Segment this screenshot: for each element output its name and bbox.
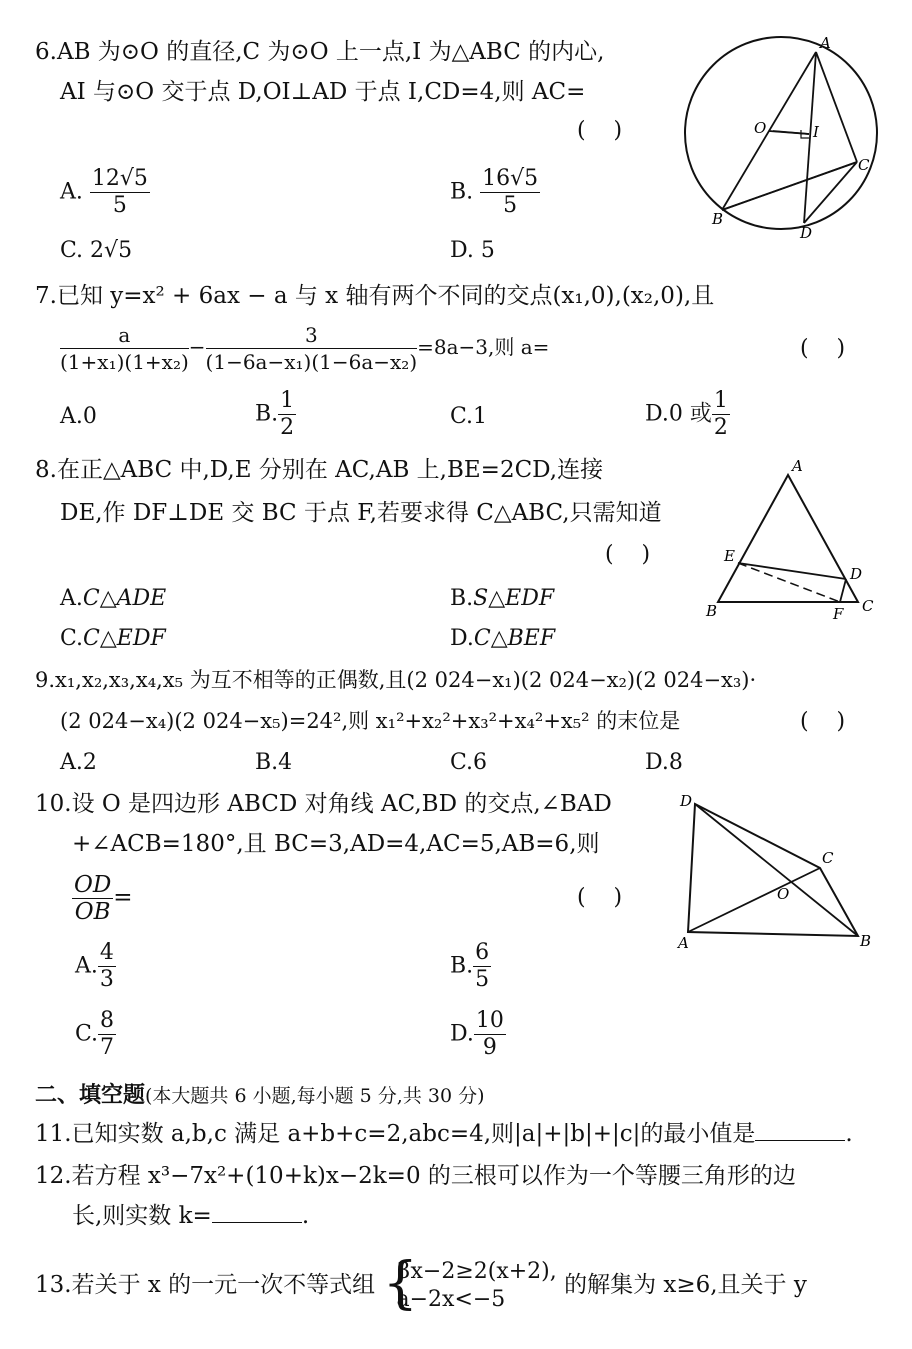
q6-option-b-label: B. xyxy=(450,179,474,205)
q10-quadrilateral-figure xyxy=(670,790,880,960)
q7-answer-paren: ( ) xyxy=(800,336,846,361)
q10-option-d-fraction xyxy=(474,1008,506,1061)
q7-option-b xyxy=(255,388,296,441)
q7-fraction-1-num: a xyxy=(60,322,189,349)
q6-line1 xyxy=(35,36,604,68)
q12-answer-blank[interactable] xyxy=(212,1202,302,1223)
q10-label-d: D xyxy=(680,792,693,810)
q9-text-line1: x₁,x₂,x₃,x₄,x₅ 为互不相等的正偶数,且(2 024−x₁)(2 024−x₂)(2 024−x₃)· xyxy=(55,668,757,692)
section2-title: 二、填空题 xyxy=(35,1082,146,1108)
q6-text-line1: AB 为⊙O 的直径,C 为⊙O 上一点,I 为△ABC 的内心, xyxy=(56,39,605,65)
q9-text-line2: (2 024−x₄)(2 024−x₅)=24²,则 x₁²+x₂²+x₃²+x₄²+x₅² 的末位是 xyxy=(60,709,681,733)
q6-option-c-label: C. xyxy=(60,238,84,263)
q6-label-i: I xyxy=(813,123,819,141)
q13-inequality-2: a−2x<−5 xyxy=(396,1287,506,1312)
q10-text-line2: +∠ACB=180°,且 BC=3,AD=4,AC=5,AB=6,则 xyxy=(72,831,600,857)
q6-answer-paren: ( ) xyxy=(577,118,623,143)
q7-option-a-text: 0 xyxy=(82,404,97,429)
q8-text-line1: 在正△ABC 中,D,E 分别在 AC,AB 上,BE=2CD,连接 xyxy=(56,457,604,483)
q7-option-b-fraction xyxy=(278,388,296,441)
q8-label-c: C xyxy=(862,597,874,615)
q10-option-a xyxy=(75,940,116,993)
q6-number: 6. xyxy=(35,39,57,65)
q10-option-b-num: 6 xyxy=(475,940,490,965)
q9-answer-paren: ( ) xyxy=(800,709,846,734)
q6-option-a xyxy=(60,166,150,219)
q10-label-c: C xyxy=(822,849,834,867)
q10-option-c-num: 8 xyxy=(100,1008,115,1033)
q10-option-d-label: D. xyxy=(450,1021,474,1047)
q11-text: 已知实数 a,b,c 满足 a+b+c=2,abc=4,则|a|+|b|+|c|的最小值是 xyxy=(71,1121,756,1147)
q8-triangle-abc xyxy=(718,475,858,602)
q10-option-c-label: C. xyxy=(75,1021,99,1047)
q9-option-a xyxy=(60,748,97,778)
section2-note: (本大题共 6 小题,每小题 5 分,共 30 分) xyxy=(145,1085,485,1107)
q8-option-d-label: D. xyxy=(450,626,474,651)
q6-option-c-text: 2√5 xyxy=(90,238,133,263)
q10-option-c xyxy=(75,1008,116,1061)
q9-option-b-label: B. xyxy=(255,750,279,775)
q10-ratio-num: OD xyxy=(74,872,112,898)
q13-text-a: 若关于 x 的一元一次不等式组 xyxy=(71,1272,376,1298)
q7-option-b-num: 1 xyxy=(280,388,295,413)
q11-answer-blank[interactable] xyxy=(755,1120,845,1141)
q10-option-a-den: 3 xyxy=(99,967,114,992)
q7-option-a xyxy=(60,402,97,432)
q7-text-line1: 已知 y=x² + 6ax − a 与 x 轴有两个不同的交点(x₁,0),(x₂,0),且 xyxy=(56,283,715,309)
q7-equation-tail: =8a−3,则 a= xyxy=(417,335,550,359)
q6-option-a-num: 12√5 xyxy=(91,166,148,191)
q8-answer-paren: ( ) xyxy=(605,542,651,567)
q10-option-a-label: A. xyxy=(75,953,98,979)
q12-end: . xyxy=(301,1203,310,1229)
q7-number: 7. xyxy=(35,283,57,309)
q10-label-o: O xyxy=(777,885,790,903)
q8-segment-ef-dashed xyxy=(738,563,840,602)
q8-segment-df xyxy=(840,579,846,602)
q9-option-c xyxy=(450,748,487,778)
q10-number: 10. xyxy=(35,791,72,817)
q7-option-b-label: B. xyxy=(255,401,279,427)
q6-option-d xyxy=(450,236,495,266)
q6-option-a-label: A. xyxy=(60,179,83,205)
q9-option-b xyxy=(255,748,292,778)
q10-option-d-den: 9 xyxy=(482,1035,497,1060)
q10-ratio-fraction xyxy=(72,872,113,925)
q12-line2 xyxy=(72,1200,309,1232)
q7-fraction-2 xyxy=(206,322,418,375)
q8-option-c-text: C△EDF xyxy=(83,626,166,651)
q13-inequality-system xyxy=(382,1251,557,1316)
q10-ratio-den: OB xyxy=(74,899,111,925)
q10-label-a: A xyxy=(678,934,689,952)
q7-minus: − xyxy=(188,335,206,359)
q9-line1 xyxy=(35,664,756,696)
q7-equation xyxy=(60,322,549,375)
q8-option-b-text: S△EDF xyxy=(473,586,555,611)
q7-option-c-text: 1 xyxy=(473,404,488,429)
q6-option-b-den: 5 xyxy=(503,193,518,218)
section2-heading xyxy=(35,1078,485,1109)
q10-line1 xyxy=(35,788,612,820)
q12-text-line1: 若方程 x³−7x²+(10+k)x−2k=0 的三根可以作为一个等腰三角形的边 xyxy=(71,1163,796,1189)
q8-line1 xyxy=(35,454,603,486)
q9-option-c-text: 6 xyxy=(473,750,488,775)
q9-option-a-label: A. xyxy=(60,750,83,775)
q10-diagonal-ac xyxy=(688,868,820,932)
q7-fraction-2-num: 3 xyxy=(206,322,418,349)
q8-label-a: A xyxy=(792,457,803,475)
q9-option-b-text: 4 xyxy=(278,750,293,775)
q6-label-d: D xyxy=(800,224,813,240)
q8-option-a-text: C△ADE xyxy=(82,586,167,611)
q8-option-d xyxy=(450,624,555,654)
q7-option-d-den: 2 xyxy=(713,415,728,440)
q8-text-line2: DE,作 DF⊥DE 交 BC 于点 F,若要求得 C△ABC,只需知道 xyxy=(60,500,662,526)
q10-option-c-den: 7 xyxy=(100,1035,115,1060)
q10-option-a-fraction xyxy=(98,940,116,993)
q11-number: 11. xyxy=(35,1121,72,1147)
q7-option-d-text: 0 或 xyxy=(668,401,712,427)
q12-number: 12. xyxy=(35,1163,72,1189)
q9-option-d-label: D. xyxy=(645,750,669,775)
q6-option-b xyxy=(450,166,540,219)
q7-option-d xyxy=(645,388,730,441)
q8-option-d-text: C△BEF xyxy=(473,626,556,651)
q6-label-o: O xyxy=(754,119,767,137)
q10-option-b xyxy=(450,940,491,993)
q6-label-a: A xyxy=(820,34,831,52)
q11-line xyxy=(35,1118,853,1150)
q10-option-c-fraction xyxy=(98,1008,116,1061)
q9-option-d-text: 8 xyxy=(668,750,683,775)
q6-label-b: B xyxy=(712,210,724,228)
q6-option-b-num: 16√5 xyxy=(482,166,539,191)
q7-fraction-2-den: (1−6a−x₁)(1−6a−x₂) xyxy=(205,350,418,374)
q8-option-a xyxy=(60,584,166,614)
q8-label-b: B xyxy=(706,602,718,620)
q10-option-b-den: 5 xyxy=(475,967,490,992)
q6-option-a-den: 5 xyxy=(112,193,127,218)
q8-label-e: E xyxy=(724,547,735,565)
q10-option-b-label: B. xyxy=(450,953,474,979)
q10-option-b-fraction xyxy=(473,940,491,993)
q6-option-d-text: 5 xyxy=(480,238,495,263)
q12-text-line2: 长,则实数 k= xyxy=(72,1203,212,1229)
q10-option-d-num: 10 xyxy=(475,1008,504,1033)
q13-number: 13. xyxy=(35,1272,72,1298)
q7-option-b-den: 2 xyxy=(280,415,295,440)
q8-triangle-figure xyxy=(700,455,890,625)
q8-option-c xyxy=(60,624,166,654)
q6-text-line2: AI 与⊙O 交于点 D,OI⊥AD 于点 I,CD=4,则 AC= xyxy=(60,79,586,105)
q10-answer-paren: ( ) xyxy=(577,885,623,910)
q13-line xyxy=(35,1251,807,1316)
q12-line1 xyxy=(35,1160,796,1192)
q7-fraction-1 xyxy=(60,322,189,375)
q10-equals: = xyxy=(113,884,133,911)
q6-label-c: C xyxy=(858,156,870,174)
q7-fraction-1-den: (1+x₁)(1+x₂) xyxy=(60,350,189,374)
q6-option-b-fraction xyxy=(480,166,540,219)
q8-option-b-label: B. xyxy=(450,586,474,611)
q7-option-c-label: C. xyxy=(450,404,474,429)
q7-option-a-label: A. xyxy=(60,404,83,429)
q6-option-d-label: D. xyxy=(450,238,474,263)
q7-option-d-num: 1 xyxy=(713,388,728,413)
q9-number: 9. xyxy=(35,668,56,692)
q11-end: . xyxy=(845,1121,853,1147)
q7-option-d-fraction xyxy=(712,388,730,441)
q8-number: 8. xyxy=(35,457,57,483)
q8-option-c-label: C. xyxy=(60,626,84,651)
q10-text-line1: 设 O 是四边形 ABCD 对角线 AC,BD 的交点,∠BAD xyxy=(71,791,612,817)
q9-option-a-text: 2 xyxy=(82,750,97,775)
q7-option-c xyxy=(450,402,487,432)
q7-line1 xyxy=(35,280,714,312)
q8-label-f: F xyxy=(833,605,844,623)
q6-option-a-fraction xyxy=(90,166,150,219)
q13-text-b: 的解集为 x≥6,且关于 y xyxy=(564,1272,807,1298)
q8-option-b xyxy=(450,584,554,614)
q8-label-d: D xyxy=(850,565,863,583)
q9-option-c-label: C. xyxy=(450,750,474,775)
q9-option-d xyxy=(645,748,683,778)
q6-circle-figure xyxy=(670,30,900,240)
q8-option-a-label: A. xyxy=(60,586,83,611)
q6-option-c xyxy=(60,236,132,266)
q10-option-d xyxy=(450,1008,506,1061)
q7-option-d-label: D. xyxy=(645,401,669,427)
q10-option-a-num: 4 xyxy=(99,940,114,965)
q8-segment-ed xyxy=(738,563,846,579)
q6-circle xyxy=(685,37,877,229)
q13-brace: { xyxy=(382,1251,419,1316)
q13-inequality-1: 3x−2≥2(x+2), xyxy=(396,1259,557,1284)
q10-label-b: B xyxy=(860,932,872,950)
q10-ratio xyxy=(72,872,133,925)
